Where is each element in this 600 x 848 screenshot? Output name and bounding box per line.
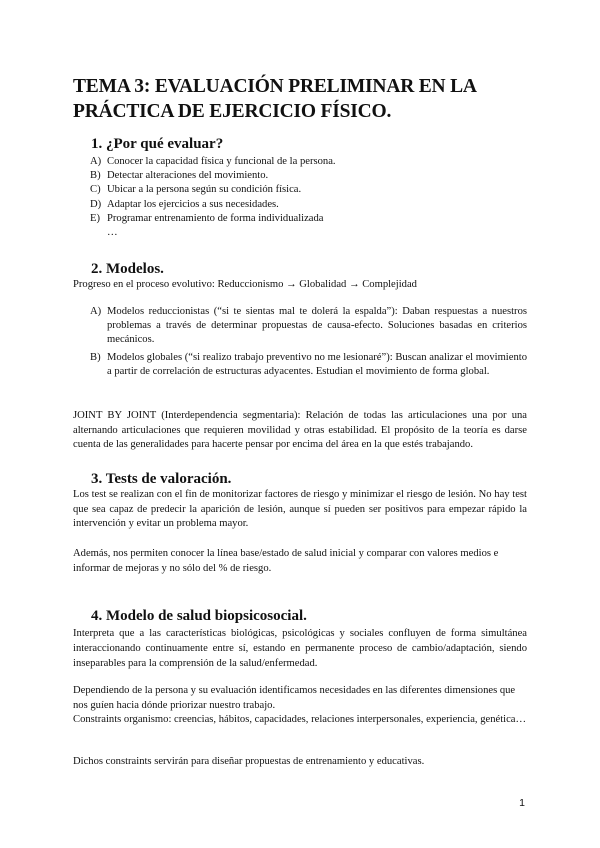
list-marker: C): [90, 184, 101, 196]
joint-by-joint-paragraph: JOINT BY JOINT (Interdependencia segmentaria): Relación de todas las articulaciones una por una alternando articulaciones que requieren movilidad y otras estabilidad. El propósito de la teoría es darse cuenta de las generalidades para hacerte pensar por encima del área en la que estés trabajando.: [73, 410, 527, 450]
section-2-list: [90, 305, 527, 379]
section-4-paragraph-4: Dichos constraints servirán para diseñar propuestas de entrenamiento y educativas.: [73, 756, 425, 767]
list-item: [90, 305, 527, 348]
document-title: TEMA 3: EVALUACIÓN PRELIMINAR EN LA PRÁCTICA DE EJERCICIO FÍSICO.: [73, 76, 476, 122]
section-2-heading: 2. Modelos.: [91, 261, 164, 277]
section-4-paragraph-1: Interpreta que a las características biológicas, psicológicas y sociales confluyen de forma simultánea interaccionando continuamente entre sí, estando en permanente proceso de cambio/adaptación, siendo inseparables para la comprensión de la salud/enfermedad.: [73, 628, 527, 669]
list-marker: B): [90, 351, 101, 363]
list-marker: E): [90, 212, 100, 224]
list-item: [90, 351, 527, 379]
section-4-paragraph-3: Constraints organismo: creencias, hábitos, capacidades, relaciones interpersonales, experiencia, genética…: [73, 714, 527, 725]
list-item: [90, 183, 510, 197]
list-ellipsis: …: [107, 227, 118, 239]
list-marker: A): [90, 156, 102, 167]
list-item-text: Modelos globales (“si realizo trabajo preventivo no me lesionaré”): Buscan analizar el movimiento a partir de correlación de estructuras adyacentes. Estudian el movimiento de forma global.: [107, 351, 527, 377]
list-marker: A): [90, 306, 102, 317]
list-item-text: Modelos reduccionistas (“si te sientas mal te dolerá la espalda”): Daban respuestas a nuestros problemas a través de determinar propuestas de causa-efecto. Soluciones basadas en criterios mecánicos.: [107, 306, 527, 346]
list-item: [90, 169, 510, 183]
list-item: [90, 212, 510, 226]
list-item-text: Detectar alteraciones del movimiento.: [107, 170, 269, 182]
list-marker: D): [90, 198, 102, 210]
section-4-paragraph-2: Dependiendo de la persona y su evaluación identificamos necesidades en las diferentes dimensiones que nos guíen hacia dónde priorizar nuestro trabajo.: [73, 685, 516, 711]
list-item-text: Adaptar los ejercicios a sus necesidades.: [107, 198, 279, 210]
section-2-intro: Progreso en el proceso evolutivo: Reduccionismo → Globalidad → Complejidad: [73, 279, 417, 290]
section-3-paragraph-1: Los test se realizan con el fin de monitorizar factores de riesgo y minimizar el riesgo de lesión. No hay test que sea capaz de predecir la aparición de lesión, aunque sí pueden ser positivos para empezar rápido la intervención y evitar un problema mayor.: [73, 489, 527, 529]
section-3-paragraph-2: Además, nos permiten conocer la línea base/estado de salud inicial y comparar con valores medios e informar de mejoras y no sólo del % de riesgo.: [73, 548, 499, 574]
list-item-text: Programar entrenamiento de forma individualizada: [107, 212, 324, 224]
section-1-heading: 1. ¿Por qué evaluar?: [91, 136, 224, 152]
list-marker: B): [90, 170, 101, 182]
list-item: [90, 198, 510, 212]
page-number: 1: [519, 797, 525, 809]
section-4-heading: 4. Modelo de salud biopsicosocial.: [91, 608, 307, 624]
section-3-heading: 3. Tests de valoración.: [91, 471, 232, 487]
section-1-list: [90, 155, 510, 240]
list-item-text: Ubicar a la persona según su condición física.: [107, 184, 302, 196]
list-item-text: Conocer la capacidad física y funcional de la persona.: [107, 156, 336, 167]
list-item: [90, 155, 510, 169]
